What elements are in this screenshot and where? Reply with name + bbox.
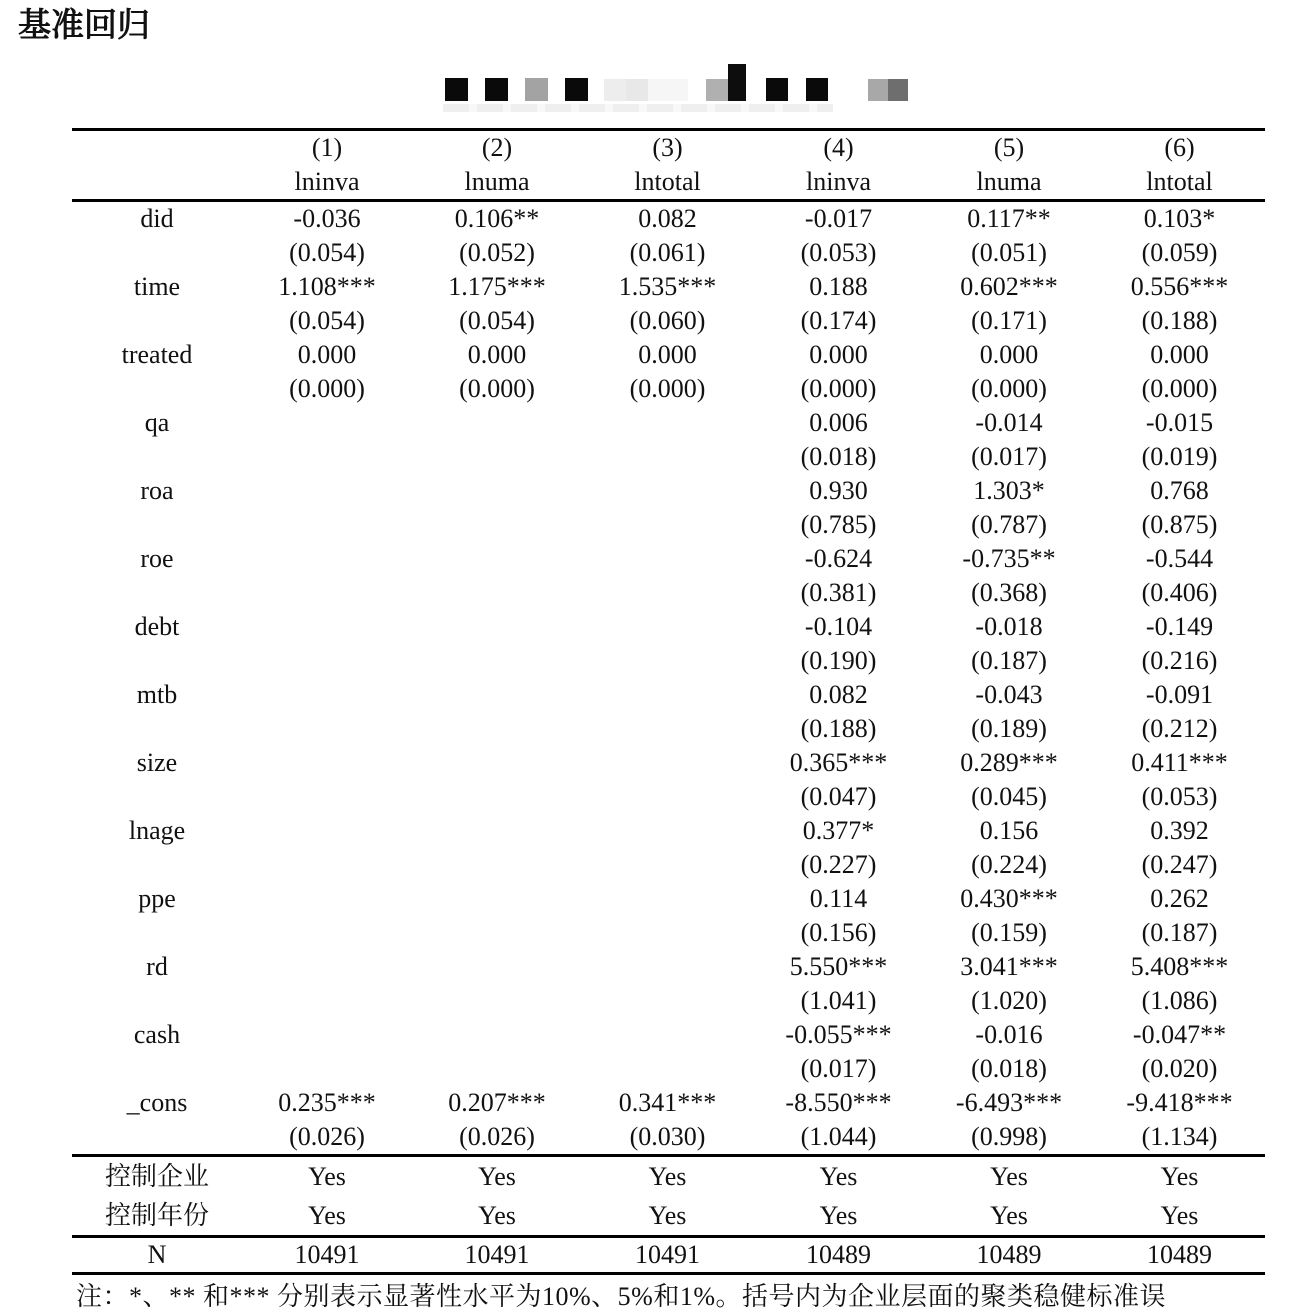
se-cell: (0.224) — [971, 850, 1047, 879]
variable-label: qa — [144, 408, 170, 437]
control-cell: Yes — [990, 1162, 1028, 1191]
control-cell: Yes — [819, 1201, 858, 1230]
coefficient-body — [72, 201, 1265, 1156]
se-row — [72, 1052, 1265, 1086]
variable-label-empty — [72, 508, 242, 542]
se-cell — [412, 440, 582, 474]
se-cell: (0.045) — [971, 782, 1047, 811]
se-cell: (0.053) — [800, 238, 877, 267]
se-cell: (0.061) — [629, 238, 706, 267]
control-label: 控制企业 — [104, 1162, 209, 1191]
se-cell: (0.020) — [1141, 1054, 1218, 1083]
se-cell — [412, 984, 582, 1018]
coef-cell — [242, 950, 412, 984]
se-cell — [412, 916, 582, 950]
coef-cell: 0.082 — [638, 204, 697, 233]
se-cell: (0.000) — [459, 374, 535, 403]
se-cell: (0.188) — [1141, 306, 1218, 335]
coef-cell — [582, 610, 753, 644]
coef-cell: 0.207*** — [448, 1088, 546, 1117]
se-cell — [582, 712, 753, 746]
control-cell: Yes — [1160, 1201, 1199, 1230]
coef-cell: 0.930 — [809, 476, 868, 505]
control-cell: Yes — [990, 1201, 1028, 1230]
se-row — [72, 372, 1265, 406]
redacted-glyph-block — [806, 78, 828, 101]
se-cell: (0.026) — [459, 1122, 535, 1151]
coef-cell: -0.017 — [804, 204, 873, 233]
coef-row — [72, 814, 1265, 848]
table-note: 注：*、** 和*** 分别表示显著性水平为10%、5%和1%。括号内为企业层面的聚类稳健标准误 — [76, 1282, 1166, 1311]
se-cell: (0.247) — [1141, 850, 1218, 879]
column-number-row — [72, 130, 1265, 166]
se-row — [72, 236, 1265, 270]
coef-row — [72, 1018, 1265, 1052]
coef-cell: 1.175*** — [448, 272, 546, 301]
variable-label: mtb — [136, 680, 178, 709]
se-cell: (0.060) — [629, 306, 706, 335]
se-cell: (1.086) — [1141, 986, 1218, 1015]
coef-row — [72, 950, 1265, 984]
coef-cell: 3.041*** — [960, 952, 1058, 981]
control-cell: Yes — [648, 1201, 687, 1230]
coef-cell: 0.392 — [1150, 816, 1209, 845]
se-cell: (0.018) — [971, 1054, 1047, 1083]
coef-cell: 0.235*** — [278, 1088, 376, 1117]
se-cell — [412, 848, 582, 882]
coef-cell: -0.036 — [293, 204, 361, 233]
coef-cell — [412, 1018, 582, 1052]
se-cell: (0.054) — [459, 306, 535, 335]
coef-cell — [412, 542, 582, 576]
se-cell — [582, 508, 753, 542]
coef-cell: 5.408*** — [1130, 952, 1229, 981]
coef-cell — [242, 814, 412, 848]
se-cell — [582, 576, 753, 610]
page-title: 基准回归 — [18, 8, 150, 44]
coef-cell — [582, 678, 753, 712]
n-cell: 10489 — [1147, 1240, 1212, 1269]
coef-row — [72, 338, 1265, 372]
coef-cell: 1.535*** — [618, 272, 717, 301]
redacted-glyph-block — [868, 79, 888, 101]
coef-row — [72, 1086, 1265, 1120]
se-cell — [582, 984, 753, 1018]
variable-label: treated — [121, 340, 193, 369]
coef-cell: -0.624 — [804, 544, 873, 573]
coef-cell — [582, 950, 753, 984]
control-cell: Yes — [478, 1201, 516, 1230]
control-cell: Yes — [1160, 1162, 1199, 1191]
se-cell: (0.187) — [971, 646, 1047, 675]
coef-cell: -0.015 — [1145, 408, 1214, 437]
se-cell: (0.017) — [971, 442, 1047, 471]
coef-cell: 1.108*** — [278, 272, 376, 301]
variable-label-empty — [72, 712, 242, 746]
se-cell: (1.020) — [971, 986, 1047, 1015]
se-cell: (0.053) — [1141, 782, 1218, 811]
coef-cell — [242, 1018, 412, 1052]
coef-cell — [582, 406, 753, 440]
se-cell — [242, 440, 412, 474]
coef-cell: 1.303* — [973, 476, 1045, 505]
column-number: (2) — [481, 133, 513, 162]
variable-label: rd — [146, 952, 168, 981]
table-header — [72, 130, 1265, 201]
se-cell — [242, 848, 412, 882]
redacted-glyph-block — [648, 79, 688, 101]
coef-row — [72, 746, 1265, 780]
redacted-glyph-block — [766, 78, 788, 101]
se-cell: (0.171) — [971, 306, 1047, 335]
se-cell — [242, 712, 412, 746]
column-name: lnuma — [464, 167, 530, 196]
coef-cell: 0.000 — [809, 340, 868, 369]
coef-cell — [242, 406, 412, 440]
se-cell: (0.030) — [629, 1122, 706, 1151]
coef-cell: 0.082 — [809, 680, 868, 709]
coef-cell: -9.418*** — [1126, 1088, 1233, 1117]
se-row — [72, 712, 1265, 746]
se-row — [72, 644, 1265, 678]
se-cell: (0.059) — [1141, 238, 1218, 267]
se-cell: (0.054) — [289, 238, 365, 267]
se-cell — [582, 780, 753, 814]
se-cell — [582, 440, 753, 474]
coef-cell: 0.365*** — [789, 748, 888, 777]
variable-label-empty — [72, 916, 242, 950]
coef-cell: 0.156 — [979, 816, 1039, 845]
n-cell: 10491 — [635, 1240, 700, 1269]
se-row — [72, 576, 1265, 610]
redacted-glyph-block — [445, 78, 468, 101]
redacted-title-ghost-bar — [443, 104, 833, 112]
column-name: lntotal — [1146, 167, 1213, 196]
variable-label: did — [140, 204, 174, 233]
column-name: lninva — [806, 167, 871, 196]
column-name: lntotal — [634, 167, 701, 196]
coef-cell: 0.289*** — [960, 748, 1058, 777]
se-row — [72, 304, 1265, 338]
se-cell: (0.212) — [1141, 714, 1218, 743]
coef-cell: 0.768 — [1150, 476, 1209, 505]
control-cell: Yes — [819, 1162, 858, 1191]
coef-cell: 0.556*** — [1130, 272, 1229, 301]
se-cell: (1.134) — [1141, 1122, 1218, 1151]
coef-cell: -0.047** — [1132, 1020, 1227, 1049]
se-cell — [412, 644, 582, 678]
se-cell: (0.156) — [800, 918, 877, 947]
variable-label: _cons — [126, 1088, 188, 1117]
coef-cell — [582, 814, 753, 848]
coef-cell — [242, 678, 412, 712]
redacted-glyph-block — [565, 78, 588, 101]
se-cell — [242, 644, 412, 678]
se-cell: (0.174) — [800, 306, 877, 335]
se-cell — [412, 576, 582, 610]
se-cell: (0.000) — [971, 374, 1047, 403]
se-cell — [412, 712, 582, 746]
se-cell: (0.785) — [800, 510, 877, 539]
se-cell — [242, 984, 412, 1018]
coef-cell — [412, 746, 582, 780]
coef-cell: -0.014 — [975, 408, 1043, 437]
n-row — [72, 1237, 1265, 1274]
column-number: (3) — [652, 133, 683, 162]
coef-cell — [412, 814, 582, 848]
se-row — [72, 1120, 1265, 1156]
variable-label-empty — [72, 304, 242, 338]
se-cell: (0.368) — [971, 578, 1047, 607]
se-cell: (0.019) — [1141, 442, 1218, 471]
column-number: (1) — [311, 133, 343, 162]
coef-cell: -0.091 — [1145, 680, 1214, 709]
se-cell: (0.381) — [800, 578, 877, 607]
coef-cell: 0.006 — [809, 408, 868, 437]
coef-cell: 0.000 — [467, 340, 527, 369]
coef-cell — [412, 678, 582, 712]
se-cell — [582, 644, 753, 678]
column-name: lnuma — [976, 167, 1042, 196]
se-cell — [582, 848, 753, 882]
coef-cell: 0.117** — [967, 204, 1051, 233]
se-cell: (1.044) — [800, 1122, 877, 1151]
variable-label: cash — [133, 1020, 181, 1049]
coef-cell: -8.550*** — [785, 1088, 892, 1117]
coef-row — [72, 474, 1265, 508]
variable-label-empty — [72, 780, 242, 814]
se-cell: (0.017) — [800, 1054, 877, 1083]
coef-cell: -0.016 — [975, 1020, 1043, 1049]
se-cell: (0.159) — [971, 918, 1047, 947]
coef-cell — [582, 746, 753, 780]
se-row — [72, 848, 1265, 882]
variable-label-empty — [72, 440, 242, 474]
se-cell: (0.051) — [971, 238, 1047, 267]
variable-label: ppe — [138, 884, 176, 913]
coef-row — [72, 610, 1265, 644]
redacted-glyph-block — [728, 64, 746, 101]
column-number: (5) — [993, 133, 1025, 162]
coef-cell — [242, 610, 412, 644]
coef-cell: 0.377* — [802, 816, 875, 845]
coef-cell: -0.735** — [962, 544, 1056, 573]
coef-cell: -0.149 — [1145, 612, 1214, 641]
variable-label-empty — [72, 236, 242, 270]
control-cell: Yes — [308, 1162, 346, 1191]
coef-cell: -0.104 — [804, 612, 873, 641]
redacted-table-title — [445, 64, 1306, 112]
coef-cell: 0.602*** — [960, 272, 1058, 301]
variable-label: debt — [134, 612, 180, 641]
coef-cell — [412, 406, 582, 440]
se-cell: (0.047) — [800, 782, 877, 811]
coef-cell: -0.018 — [975, 612, 1043, 641]
se-cell: (0.189) — [971, 714, 1047, 743]
variable-label-empty — [72, 1052, 242, 1086]
se-cell: (0.018) — [800, 442, 877, 471]
se-cell — [412, 508, 582, 542]
se-cell: (0.787) — [971, 510, 1047, 539]
se-cell — [242, 576, 412, 610]
redacted-glyph-block — [604, 79, 626, 101]
variable-label: lnage — [128, 816, 186, 845]
coef-cell: 0.411*** — [1131, 748, 1228, 777]
n-cell: 10491 — [294, 1240, 360, 1269]
redacted-title-blocks — [445, 64, 1306, 101]
coef-cell: -6.493*** — [955, 1088, 1063, 1117]
coef-cell — [242, 542, 412, 576]
coef-cell — [412, 882, 582, 916]
se-row — [72, 780, 1265, 814]
se-cell: (1.041) — [800, 986, 877, 1015]
coef-cell: 0.000 — [638, 340, 697, 369]
coef-cell — [242, 882, 412, 916]
coef-row — [72, 406, 1265, 440]
redacted-glyph-block — [706, 79, 728, 101]
variable-label-empty — [72, 1120, 242, 1156]
se-cell — [582, 1052, 753, 1086]
coef-cell: 0.000 — [1150, 340, 1209, 369]
variable-label-empty — [72, 372, 242, 406]
se-cell: (0.000) — [289, 374, 365, 403]
variable-label: time — [133, 272, 181, 301]
coef-cell — [412, 950, 582, 984]
redacted-glyph-block — [626, 79, 648, 101]
se-cell: (0.875) — [1141, 510, 1218, 539]
se-row — [72, 508, 1265, 542]
coef-row — [72, 678, 1265, 712]
n-cell: 10489 — [976, 1240, 1042, 1269]
coef-cell: -0.055*** — [785, 1020, 892, 1049]
se-cell: (0.000) — [1141, 374, 1218, 403]
se-cell — [412, 1052, 582, 1086]
se-cell: (0.216) — [1141, 646, 1218, 675]
coef-cell: -0.544 — [1145, 544, 1214, 573]
control-label: 控制年份 — [104, 1201, 209, 1230]
coef-cell — [412, 474, 582, 508]
se-cell: (0.188) — [800, 714, 877, 743]
control-cell: Yes — [478, 1162, 516, 1191]
coef-cell — [582, 542, 753, 576]
variable-label: size — [136, 748, 178, 777]
coef-cell — [242, 474, 412, 508]
coef-cell: 0.341*** — [618, 1088, 717, 1117]
coef-cell: 0.106** — [454, 204, 540, 233]
se-row — [72, 916, 1265, 950]
control-cell: Yes — [648, 1162, 687, 1191]
n-label: N — [147, 1240, 167, 1269]
variable-label-empty — [72, 984, 242, 1018]
se-cell: (0.998) — [971, 1122, 1047, 1151]
variable-label: roa — [140, 476, 174, 505]
se-cell: (0.406) — [1141, 578, 1218, 607]
se-row — [72, 440, 1265, 474]
se-cell — [242, 780, 412, 814]
column-number: (6) — [1164, 133, 1195, 162]
se-cell: (0.187) — [1141, 918, 1218, 947]
coef-cell: 0.262 — [1150, 884, 1209, 913]
redacted-glyph-block — [525, 78, 548, 101]
coef-cell: 0.188 — [809, 272, 868, 301]
coef-cell — [582, 882, 753, 916]
se-cell — [582, 916, 753, 950]
variable-label-empty — [72, 848, 242, 882]
se-row — [72, 984, 1265, 1018]
se-cell: (0.052) — [459, 238, 535, 267]
coef-cell — [582, 1018, 753, 1052]
variable-label-empty — [72, 576, 242, 610]
control-row — [72, 1196, 1265, 1237]
n-cell: 10491 — [464, 1240, 530, 1269]
coef-cell — [582, 474, 753, 508]
coef-cell — [242, 746, 412, 780]
controls-body — [72, 1156, 1265, 1237]
coef-row — [72, 882, 1265, 916]
n-body — [72, 1237, 1265, 1274]
se-cell — [412, 780, 582, 814]
se-cell — [242, 1052, 412, 1086]
coef-cell: 0.000 — [979, 340, 1039, 369]
coef-cell: 5.550*** — [789, 952, 888, 981]
variable-label-empty — [72, 644, 242, 678]
se-cell: (0.227) — [800, 850, 877, 879]
se-cell: (0.000) — [629, 374, 706, 403]
coef-cell: 0.114 — [809, 884, 868, 913]
coef-cell: 0.000 — [297, 340, 357, 369]
se-cell — [242, 508, 412, 542]
se-cell: (0.054) — [289, 306, 365, 335]
corner-cell — [72, 165, 242, 201]
redacted-glyph-block — [888, 79, 908, 101]
coef-row — [72, 201, 1265, 237]
column-number: (4) — [823, 133, 854, 162]
coef-cell: -0.043 — [975, 680, 1043, 709]
regression-table — [72, 128, 1265, 1275]
redacted-glyph-block — [485, 78, 508, 101]
se-cell: (0.000) — [800, 374, 877, 403]
coef-cell — [412, 610, 582, 644]
variable-label: roe — [140, 544, 174, 573]
column-name: lninva — [294, 167, 360, 196]
control-cell: Yes — [308, 1201, 346, 1230]
column-name-row — [72, 165, 1265, 201]
control-row — [72, 1156, 1265, 1197]
coef-cell: 0.103* — [1143, 204, 1216, 233]
corner-cell — [72, 130, 242, 166]
coef-row — [72, 270, 1265, 304]
coef-cell: 0.430*** — [960, 884, 1058, 913]
n-cell: 10489 — [806, 1240, 871, 1269]
se-cell: (0.026) — [289, 1122, 365, 1151]
coef-row — [72, 542, 1265, 576]
se-cell — [242, 916, 412, 950]
se-cell: (0.190) — [800, 646, 877, 675]
